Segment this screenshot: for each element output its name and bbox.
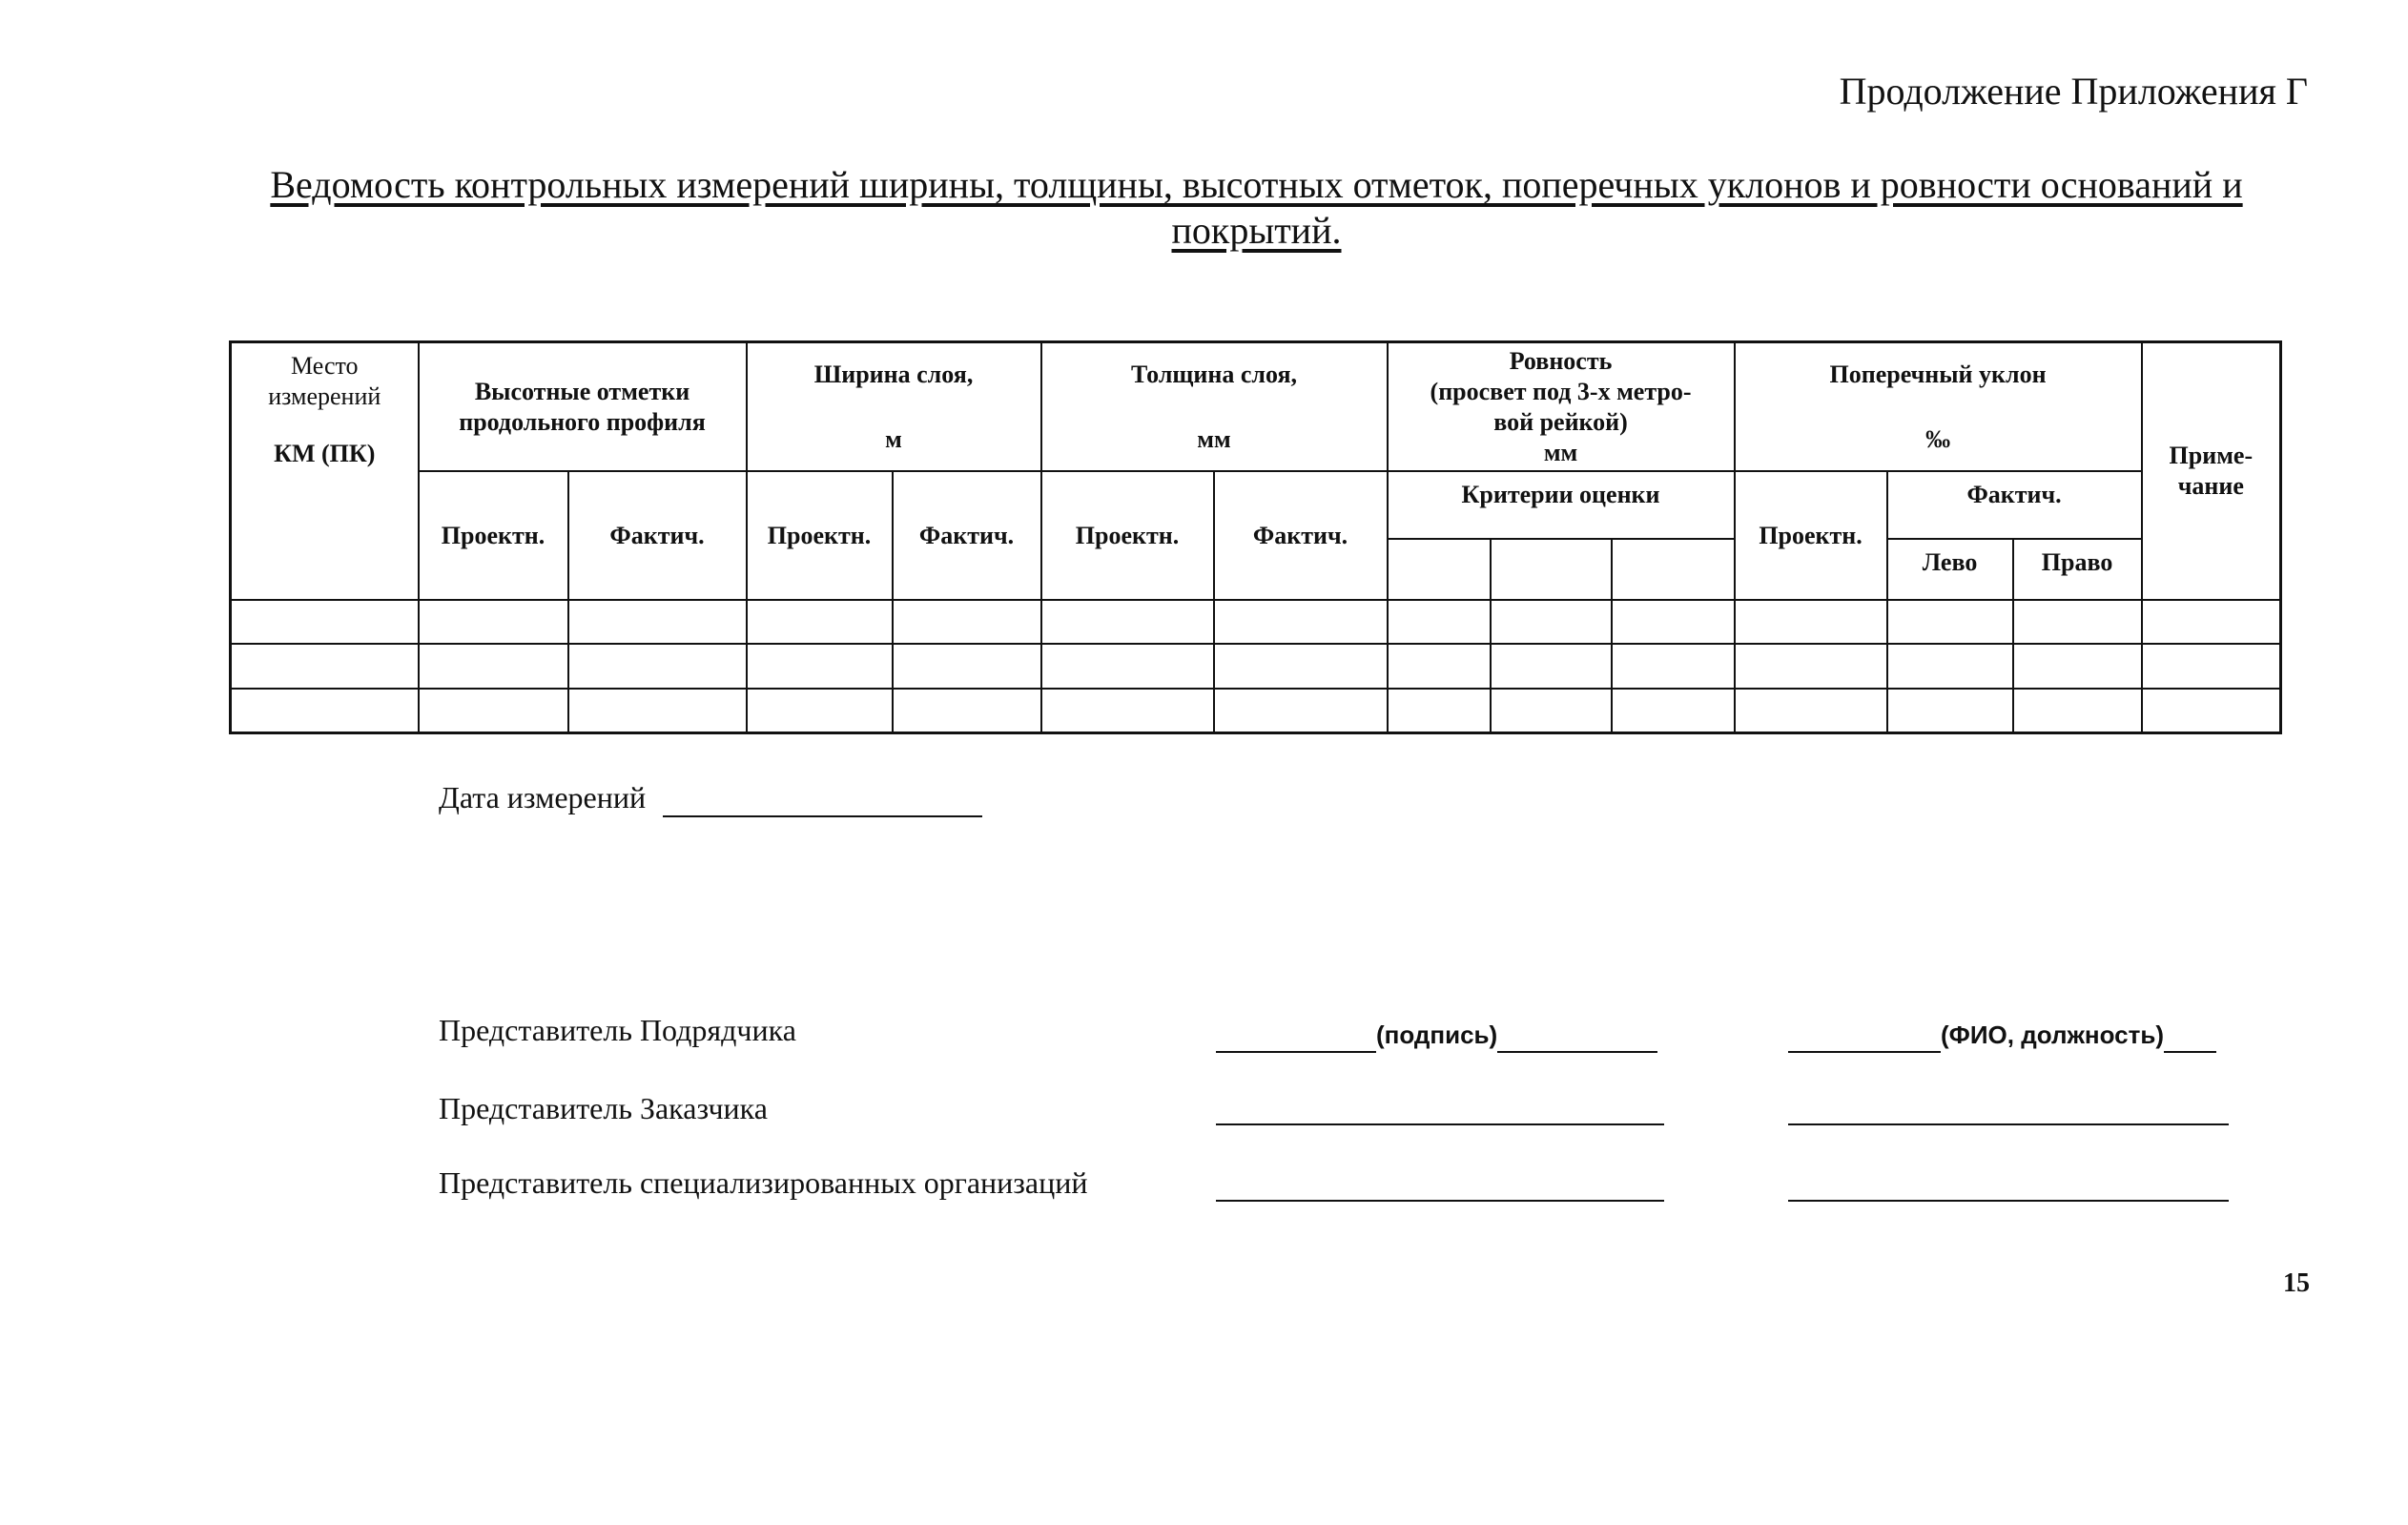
rep-contractor-label: Представитель Подрядчика (439, 1013, 796, 1047)
measurement-date-row (439, 780, 982, 817)
header-thickness-actual: Фактич. (1214, 471, 1388, 600)
criteria-cell-1 (1388, 539, 1491, 600)
measurement-table (229, 340, 2282, 734)
criteria-cell-3 (1612, 539, 1735, 600)
header-location-line2: измерений (268, 382, 381, 410)
document-title-line-2: покрытий. (1171, 209, 1342, 252)
header-slope-design: Проектн. (1735, 471, 1887, 600)
header-thickness-label: Толщина слоя, (1131, 360, 1298, 388)
header-thickness (1041, 342, 1388, 472)
header-evenness (1388, 342, 1735, 472)
document-title-line-1: Ведомость контрольных измерений ширины, толщины, высотных отметок, поперечных уклонов и ровности оснований и (270, 163, 2243, 206)
header-note-line2: чание (2177, 472, 2244, 501)
header-slope-label: Поперечный уклон (1829, 360, 2047, 388)
rep-special-label: Представитель специализированных организаций (439, 1165, 1088, 1200)
header-evenness-line2: (просвет под 3-х метро- (1430, 377, 1692, 405)
measurement-date-label: Дата измерений (439, 780, 647, 814)
document-title (243, 162, 2270, 254)
header-width-design: Проектн. (747, 471, 893, 600)
header-elevation-line2: продольного профиля (459, 407, 706, 436)
rep-contractor-name (1788, 1016, 2216, 1053)
criteria-cell-2 (1491, 539, 1612, 600)
header-slope-actual: Фактич. (1887, 471, 2142, 538)
header-location-line1: Место (290, 352, 359, 380)
table-row (231, 644, 2281, 688)
header-evenness-criteria: Критерии оценки (1388, 471, 1735, 538)
rep-contractor-signature (1216, 1016, 1657, 1053)
rep-customer-label: Представитель Заказчика (439, 1091, 768, 1125)
header-elevation-actual: Фактич. (568, 471, 747, 600)
header-width (747, 342, 1041, 472)
rep-customer-name-line[interactable] (1788, 1123, 2229, 1125)
rep-customer-signature-line[interactable] (1216, 1123, 1664, 1125)
rep-special-name-line[interactable] (1788, 1200, 2229, 1202)
header-width-actual: Фактич. (893, 471, 1041, 600)
header-note (2142, 342, 2281, 601)
name-position-label: (ФИО, должность) (1941, 1020, 2164, 1049)
header-width-unit: м (885, 424, 902, 453)
table-row (231, 600, 2281, 644)
header-location (231, 342, 419, 601)
rep-special-signature-line[interactable] (1216, 1200, 1664, 1202)
page-number: 15 (2283, 1268, 2310, 1298)
header-width-label: Ширина слоя, (813, 360, 974, 388)
name-line[interactable] (2164, 1016, 2216, 1053)
header-evenness-unit: мм (1543, 438, 1578, 466)
header-evenness-line3: вой рейкой) (1493, 407, 1628, 436)
header-slope-left: Лево (1887, 539, 2013, 600)
appendix-heading: Продолжение Приложения Г (1839, 70, 2308, 113)
signature-label: (подпись) (1376, 1020, 1498, 1049)
header-slope (1735, 342, 2142, 472)
header-note-line1: Приме- (2169, 442, 2254, 470)
header-slope-right: Право (2013, 539, 2142, 600)
name-line[interactable] (1788, 1016, 1941, 1053)
header-elevation (419, 342, 747, 472)
header-elevation-design: Проектн. (419, 471, 568, 600)
header-slope-unit: ‰ (1925, 424, 1951, 453)
table-row (231, 689, 2281, 733)
header-thickness-design: Проектн. (1041, 471, 1214, 600)
signature-line[interactable] (1497, 1016, 1657, 1053)
header-evenness-line1: Ровность (1509, 346, 1613, 375)
header-location-line3: КМ (ПК) (274, 440, 376, 467)
measurement-date-field[interactable] (663, 780, 982, 817)
signature-line[interactable] (1216, 1016, 1376, 1053)
header-thickness-unit: мм (1197, 424, 1231, 453)
header-elevation-line1: Высотные отметки (474, 377, 690, 405)
